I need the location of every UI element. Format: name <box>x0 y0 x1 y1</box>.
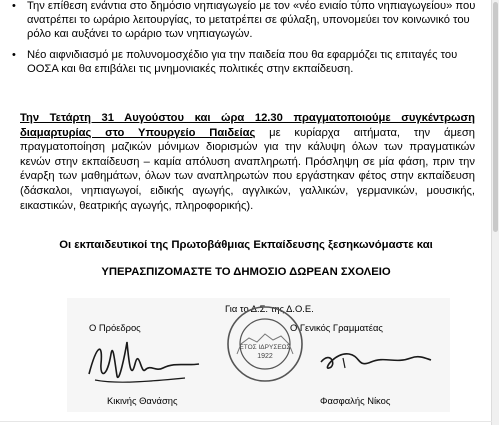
secretary-signature-icon <box>315 338 435 378</box>
stamp-text-line1: ΕΤΟΣ ΙΔΡΥΣΕΩΣ <box>239 344 291 351</box>
bullet-icon: • <box>12 48 16 61</box>
page-divider <box>0 421 492 422</box>
bullet-icon: • <box>12 0 16 12</box>
protest-paragraph <box>20 111 475 213</box>
vertical-scrollbar[interactable] <box>491 0 499 425</box>
bullet-text: Την επίθεση ενάντια στο δημόσιο νηπιαγωγείο με τον «νέο ενιαίο τύπο νηπιαγωγείου» που ανατρέπει το ωράριο λειτουργίας, το μετατρέπει σε φύλαξη, υπονομεύει τον κοινωνικό του ρόλο και αυξάνει το ωράριο των νηπιαγωγών. <box>27 0 476 41</box>
signature-block <box>67 298 450 412</box>
signature-header: Για το Δ.Σ. της Δ.Ο.Ε. <box>225 303 314 314</box>
closing-statement: Οι εκπαιδευτικοί της Πρωτοβάθμιας Εκπαίδευσης ξεσηκωνόμαστε και <box>59 239 433 251</box>
closing-slogan: ΥΠΕΡΑΣΠΙΖΟΜΑΣΤΕ ΤΟ ΔΗΜΟΣΙΟ ΔΩΡΕΑΝ ΣΧΟΛΕΙΟ <box>101 266 391 278</box>
scrollbar-thumb[interactable] <box>493 2 498 232</box>
bullet-item <box>4 48 482 76</box>
protest-text: με κυρίαρχα αιτήματα, την άμεση πραγματοποίηση μαζικών μόνιμων διορισμών για την κάλυψη όλων των πραγματικών κενών στην εκπαίδευση – καμία απόλυση αναπληρωτή. Πρόσληψη σε μία φάση, πριν την έναρξη των μαθημάτων, όλων των αναπληρωτών που εργάστηκαν φέτος στην εκπαίδευση (δάσκαλοι, νηπιαγωγοί, ειδικής αγωγής, αγγλικών, γαλλικών, γερμανικών, μουσικής, εικαστικών, θεατρικής αγωγής, πληροφορικής). <box>20 126 476 212</box>
protest-highlight: Την Τετάρτη 31 Αυγούστου και ώρα 12.30 πραγματοποιούμε συγκέντρωση διαμαρτυρίας στο Υπουργείο Παιδείας <box>20 112 475 139</box>
president-name: Κικινής Θανάσης <box>107 395 178 406</box>
bullet-item <box>4 0 482 42</box>
secretary-name: Φασφαλής Νίκος <box>320 395 391 406</box>
president-role: Ο Πρόεδρος <box>89 322 141 333</box>
bullet-list <box>4 0 482 82</box>
union-stamp-icon <box>225 304 305 384</box>
president-signature-icon <box>85 334 205 390</box>
secretary-role: Ο Γενικός Γραμματέας <box>290 322 383 333</box>
stamp-text-line2: 1922 <box>257 353 273 360</box>
bullet-text: Νέο αιφνιδιασμό με πολυνομοσχέδιο για την παιδεία που θα εφαρμόζει τις επιταγές του ΟΟΣΑ και θα επιβάλει τις μνημονιακές πολιτικές στην εκπαίδευση. <box>27 48 458 75</box>
